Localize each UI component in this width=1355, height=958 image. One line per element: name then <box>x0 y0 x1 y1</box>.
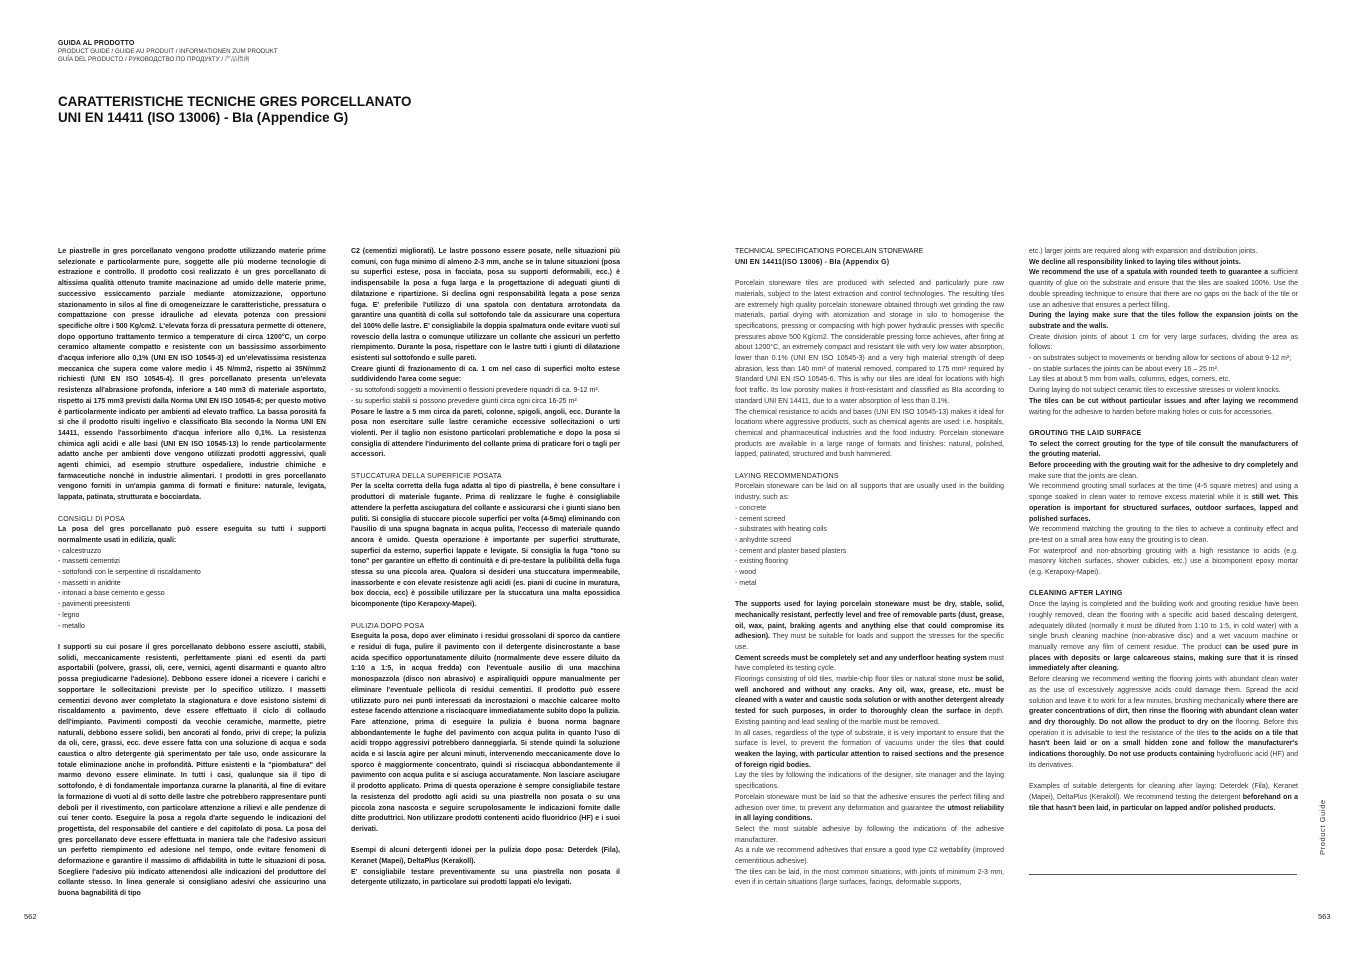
list-item: - legno <box>58 611 80 619</box>
italian-grouting-text: Per la scelta corretta della fuga adatta al tipo di piastrella, è bene consultare i produttori di materiale fugante. Prima di realizzare le fughe è consigliabile attendere la perfetta asciugatura del collante e assicurarsi che i giunti siano ben puliti. Si consiglia di stuccare piccole superfici per volta (4-5mq) eliminando con l'ausilio di una spugna bagnata in acqua pulita, l'eccesso di materiale quando ancora è umido. Questa operazione è importante per superfici strutturate, superfici da esterno, superfici lappate e levigate. Si consiglia la fuga "tono su tono" per garantire un effetto di continuità e di pre-testare la pulibilità della fuga stessa su una piccola area. Qualora si desideri una stuccatura impermeabile, inassorbente e con elevate resistenze agli acidi (es. piani di cucine in muratura, box doccia, ecc) è possibile utilizzare per la stuccatura una malta epossidica bicomponente (tipo Kerapoxy-Mapei). <box>351 483 620 609</box>
list-item: - concrete <box>735 504 767 512</box>
right-page <box>678 0 1355 958</box>
english-laying-heading: LAYING RECOMMENDATIONS <box>735 472 839 480</box>
english-grouting-match: We recommend matching the grouting to the tiles to achieve a continuity effect and pre-test on a small area how easy the grouting is to clean. <box>1029 526 1298 544</box>
guide-header <box>58 39 458 64</box>
english-before-bold: where there are greater concentrations of dirt, then rinse the flooring with abundant clean water and dry thoroughly. Do not allow the product to dry on the <box>1029 697 1298 726</box>
list-item: - su superfici stabili si possono prevedere giunti circa ogni circa 16-25 m² <box>351 397 577 405</box>
english-laying-intro: Porcelain stoneware can be laid on all supports that are usually used in the building industry, such as: <box>735 483 1004 502</box>
list-item: - existing flooring <box>735 558 788 566</box>
english-examples-bold: beforehand on a tile that hasn't been laid, in particular on lapped and/or polished products. <box>1029 793 1298 812</box>
english-examples-light: Examples of suitable detergents for cleaning after laying: Deterdek (Fila), Keranet (Mapei), DeltaPlus (Kerakoll). We recommend testing the detergent <box>1029 783 1298 801</box>
english-lay: Lay tiles at about 5 mm from walls, columns, edges, corners, etc. <box>1029 376 1231 384</box>
guide-title: GUIDA AL PRODOTTO <box>58 40 135 47</box>
english-grouting-small-bold: still wet. This operation is important for structured surfaces, outdoor surfaces, lapped and polished surfaces. <box>1029 494 1298 523</box>
italian-supports-list <box>58 547 326 633</box>
english-before-end: hydrofluoric acid (HF) and its derivatives. <box>1029 751 1299 769</box>
english-floorings-end: depth. Existing painting and lead sealing of the marble must be removed. <box>735 708 1004 726</box>
english-select: Select the most suitable adhesive by following the indications of the adhesive manufacturer. <box>735 825 1004 844</box>
english-intro: Porcelain stoneware tiles are produced with selected and particularly pure raw materials, subject to the latest extraction and control technologies. The resulting tiles are extremely high quality porcelain stoneware obtained through wet grinding the raw materials, partial drying with atomization and storage in silo to homogenise the specifications, pressing or compacting with high power hydraulic presses with specific pressures above 500 Kg/cm2. The considerable pressing force achieves, after firing at about 1200°C, an extremely compact and resistant tile with very low water absorption, lower than 0.1% (UNI EN ISO 10545-3) and a very high material strength of deep abrasion, less than 140 mm³ of material removed, compared to 175 mm³ required by Standard UNI EN ISO 10545-6. This is why our tiles are ideal for locations with high foot traffic. Its low porosity makes it frost-resistant and classified as BIa according to standard UNI EN 14411, due to a water absorption of less than 0.1%. <box>735 280 1004 405</box>
list-item: - cement and plaster based plasters <box>735 547 847 555</box>
english-supports-light: They must be suitable for loads and support the stresses for the specific use. <box>735 633 1004 651</box>
english-grouting-before-light: make sure that the joints are clean. <box>1029 472 1138 480</box>
english-column-1 <box>735 247 1004 889</box>
english-cleaning-light: Once the laying is completed and the building work and grouting residue have been roughly removed, clean the flooring with a specific acid based descaling detergent, adequately diluted (normally it must be diluted from 1:10 to 1:5, in cold water) with a single brush cleaning machine (non-abrasive disc) and a wet vacuum machine or manually remove any film of cement residue. The product <box>1029 601 1298 651</box>
italian-laying-heading: CONSIGLI DI POSA <box>58 515 125 523</box>
list-item: - metallo <box>58 622 85 630</box>
english-division: Create division joints of about 1 cm for very large surfaces, dividing the area as follows: <box>1029 333 1298 352</box>
english-during: During laying do not subject ceramic tiles to excessive stresses or violent knocks. <box>1029 387 1281 395</box>
page-number-right: 563 <box>1318 912 1331 921</box>
english-chemical: The chemical resistance to acids and bases (UNI EN ISO 10545-13) makes it ideal for locations where aggressive products, such as chemical agents are used: i.e. hospitals, chemical and pharmaceutical industries and the food industry. Porcelain stoneware products are available in a large range of formats and finishes: natural, polished, lapped, patinated, structured and bush hammered. <box>735 408 1004 459</box>
english-spatula-bold: We recommend the use of a spatula with rounded teeth to guarantee a <box>1029 269 1269 277</box>
italian-cleaning-examples: Esempi di alcuni detergenti idonei per la pulizia dopo posa: Deterdek (Fila), Keranet (Mapei), DeltaPlus (Kerakoll). <box>351 847 620 866</box>
list-item: - substrates with heating coils <box>735 526 827 534</box>
italian-cleaning-text: Eseguita la posa, dopo aver eliminato i residui grossolani di sporco da cantiere e residui di fuga, pulire il pavimento con il detergente disincrostante a base acida specifico opportunatamente diluito (normalmente deve essere diluito da 1:10 a 1:5, in acqua fredda) con l'eventuale ausilio di una macchina monospazzola (disco non abrasivo) e aspiraliquidi oppure manualmente per eliminare l'eventuale pellicola di residui cementizi. Il prodotto può essere utilizzato puro nei punti interessati da incrostazioni o macchie calcaree molto estese facendo attenzione a risciacquare immediatamente subito dopo la pulizia. Fare attenzione, prima di eseguire la pulizia è buona norma bagnare abbondantemente le fughe del pavimento con acqua pulita in quanto l'uso di acidi troppo aggressivi potrebbero danneggiarla. Si stende quindi la soluzione acida e si lascia agire per alcuni minuti, intervenendo meccanicamente dove lo sporco è maggiormente concentrato, quindi si risciacqua abbondantemente il pavimento con acqua pulita e si asciuga accuratamente. Non lasciare asciugare il prodotto applicato. Prima di questa operazione è sempre consigliabile testare la resistenza del prodotto agli acidi su una piastrella non posata o su una piccola zona nascosta e seguire scrupolosamente le indicazioni fornite dalle ditte produttrici. Non utilizzare prodotti contenenti acido fluoridrico (HF) e i suoi derivati. <box>351 633 620 833</box>
english-supports-list <box>735 504 1004 590</box>
english-floorings-bold: be solid, well anchored and without any cracks. Any oil, wax, grease, etc. must be cleaned with a water and caustic soda solution or with another detergent already tested for such purposes, in order to thoroughly clean the surface in <box>735 676 1004 716</box>
page-title-line-1: CARATTERISTICHE TECNICHE GRES PORCELLANATO <box>58 94 412 109</box>
italian-cleaning-advice: E' consigliabile testare preventivamente su una piastrella non posata il detergente utilizzato, in particolare sui prodotti lappati e/o levigati. <box>351 868 620 887</box>
list-item: - sottofondi con le serpentine di riscaldamento <box>58 569 201 577</box>
italian-intro: Le piastrelle in gres porcellanato vengono prodotte utilizzando materie prime selezionate e particolarmente pure, soggette alle più moderne tecnologie di estrazione e controllo. Il prodotto così realizzato è un gres porcellanato di altissima qualità ottenuto tramite macinazione ad umido delle materie prime, successivo essiccamento parziale mediante atomizzazione, opportuno stazionamento in silos al fine di omogeneizzare le caratteristiche, pressatura o compattazione con presse idrauliche ad elevata potenza con pressioni specifiche oltre i 500 Kg/cm2. L'elevata forza di pressatura permette di ottenere, dopo opportuno trattamento termico a temperature di circa 1200°C, un corpo ceramico altamente compatto e resistente con un bassissimo assorbimento d'acqua inferiore allo 0,1% (UNI EN ISO 10545-3) ed un'elevatissima resistenza meccanica che supera come valore medio i 45 N/mm2, rispetto ai 35N/mm2 richiesti (UNI EN ISO 10545-4). Il gres porcellanato presenta un'elevata resistenza all'abrasione profonda, inferiore a 140 mm3 di materiale asportato, rispetto ai 175 mm3 previsti dalla Norma UNI EN ISO 10545-6; per questo motivo è particolarmente indicato per ambienti ad elevato traffico. La bassa porosità fa sì che il prodotto risulti ingelivo e classificato BIa secondo la Norma UNI EN 14411, essendo l'assorbimento d'acqua inferiore allo 0,1%. La resistenza chimica agli acidi e alle basi (UNI EN ISO 10545-13) lo rende particolarmente adatto anche per ambienti dove vengono utilizzati prodotti aggressivi, quali agenti chimici, ad esempio strutture ospedaliere, industrie chimiche e farmaceutiche nonché in industrie alimentari. I prodotti in gres porcellanato vengono forniti in un'ampia gamma di formati e finiture: naturale, levigata, lappata, patinata, strutturata e bocciardata. <box>58 248 326 502</box>
english-screeds-light: must have completed its testing cycle. <box>735 654 1004 673</box>
english-cut-bold: The tiles can be cut without particular issues and after laying we recommend <box>1029 397 1298 405</box>
italian-col2-text-2: Creare giunti di frazionamento di ca. 1 cm nel caso di superfici molto estese suddividendo l'area come segue: <box>351 365 620 384</box>
italian-column-1 <box>58 247 326 900</box>
english-before-bold-2: to the acids on a tile that hasn't been laid or on a small hidden zone and follow the manufacturer's indications thoroughly. Do not use products containing <box>1029 729 1298 759</box>
english-screeds-bold: Cement screeds must be completely set and any underfloor heating system <box>735 654 987 662</box>
english-column-2 <box>1029 247 1298 814</box>
english-grouting-waterproof: For waterproof and non-absorbing grouting with a high resistance to acids (e.g. masonry kitchen surfaces, shower cubicles, etc.) use a bicomponent epoxy mortar (e.g. Kerapoxy-Mapei). <box>1029 547 1298 577</box>
list-item: - su sottofondi soggetti a movimenti o flessioni prevedere riquadri di ca. 9-12 m². <box>351 387 600 395</box>
english-heading-1: TECHNICAL SPECIFICATIONS PORCELAIN STONEWARE <box>735 248 924 255</box>
list-item: - wood <box>735 569 757 577</box>
english-before-light-2: flooring. Before this operation it is advisable to test the resistance of the tiles <box>1029 718 1298 737</box>
list-item: - cement screed <box>735 515 786 523</box>
italian-supports-text: I supporti su cui posare il gres porcellanato debbono essere asciutti, stabili, solidi, meccanicamente resistenti, perfettamente piani ed esenti da parti asportabili (polvere, grassi, oli, cere, vernici, agenti disarmanti e quanto altro possa pregiudicarne l'adesione). Debbono essere idonei a ricevere i carichi e sopportare le sollecitazioni previste per lo specifico utilizzo. I massetti cementizi devono aver completato la stagionatura e dove esistono sistemi di riscaldamento a pavimento, deve essere effettuato il ciclo di collaudo dell'impianto. Pavimenti composti da vecchie ceramiche, marmette, pietre naturali, debbono essere solidi, ben ancorati al fondo, privi di crepe; la pulizia da oli, cere, grassi, ecc. deve essere fatta con una soluzione di acqua e soda caustica o altro detergente già sperimentato per tale uso, onde assicurare la totale eliminazione anche in profondità. Pitture esistenti e la "piombatura" del marmo devono essere eliminate. In tutti i casi, qualunque sia il tipo di sottofondo, è di fondamentale importanza curarne la planarità, al fine di evitare la formazione di vuoti al di sotto delle lastre che potrebbero rappresentare punti deboli per il rivestimento, con particolare attenzione a rilievi e alle pendenze di cui tener conto. Eseguire la posa a regola d'arte seguendo le indicazioni del progettista, del responsabile del cantiere e del capitolato di posa. La posa del gres porcellanato deve essere effettuata in maniera tale che l'adesivo assicuri un perfetto riempimento ed adesione nel tempo, onde evitare fenomeni di deformazione e garantire il massimo di affidabilità in tutte le situazioni di posa. Scegliere l'adesivo più indicato attenendosi alle indicazioni del produttore del collante stesso. In linea generale si consigliano adesivi che assicurino una buona bagnabilità di tipo <box>58 643 326 898</box>
italian-col2-text-3: Posare le lastre a 5 mm circa da pareti, colonne, spigoli, angoli, ecc. Durante la posa non esercitare sulle lastre ceramiche eccessive sollecitazioni o urti violenti. Per il taglio non esistono particolari problematiche e dopo la posa si consiglia di attendere l'indurimento del collante prima di praticare fori o tagli per accessori. <box>351 408 620 459</box>
english-joints-continued: etc.) larger joints are required along with expansion and distribution joints. <box>1029 248 1258 255</box>
italian-grouting-heading: STUCCATURA DELLA SUPERFICIE POSATA <box>351 472 502 480</box>
english-floorings-light: Floorings consisting of old tiles, marble-chip floor tiles or natural stone must <box>735 676 973 684</box>
italian-col2-text-1: C2 (cementizi migliorati). Le lastre possono essere posate, nelle situazioni più comuni, con fuga minimo di almeno 2-3 mm, anche se in talune situazioni (posa su superfici estese, posa in facciata, posa su supporti deformabili, ecc.) è indispensabile la posa a fuga larga e la progettazione di adeguati giunti di dilatazione e ripartizione. Si declina ogni responsabilità legata a pose senza fuga. E' preferibile l'utilizzo di una spatola con dentatura arrotondata da garantire una quantità di colla sul sottofondo tale da assicurare una copertura del 100% delle lastre. E' consigliabile la doppia spalmatura onde evitare vuoti sul rovescio della lastra o comunque utilizzare un collante che assicuri un perfetto riempimento. Durante la posa, rispettare con le lastre tutti i giunti di dilatazione esistenti sul sottofondo e sulle pareti. <box>351 248 620 363</box>
english-joints-list <box>1029 354 1298 375</box>
side-label: Product Guide <box>1318 799 1327 855</box>
english-supports-bold: The supports used for laying porcelain stoneware must be dry, stable, solid, mechanically resistant, perfectly level and free of removable parts (dust, grease, oil, wax, paint, braking agents and anything else that could compromise its adhesion). <box>735 601 1004 641</box>
english-grouting-small-light: We recommend grouting small surfaces at the time (4-5 square metres) and using a sponge soaked in clean water to remove excess material while it is <box>1029 483 1298 502</box>
english-heading-2: UNI EN 14411(ISO 13006) - BIa (Appendix G) <box>735 258 890 266</box>
english-all-cases-bold: that could weaken the laying, with particular attention to raised sections and the presence of foreign rigid bodies. <box>735 740 1004 769</box>
list-item: - on substrates subject to movements or bending allow for sections of about 9-12 m²; <box>1029 355 1292 363</box>
divider-line <box>1029 874 1297 875</box>
english-lay-tiles: Lay the tiles by following the indications of the designer, site manager and the laying specifications. <box>735 772 1004 791</box>
list-item: - anhydrite screed <box>735 536 792 544</box>
english-before-light: Before cleaning we recommend wetting the flooring joints with abundant clean water as the use of excessively aggressive acids could damage them. Spread the acid solution and leave it to work for a few minutes, brushing mechanically <box>1029 676 1298 705</box>
list-item: - on stable surfaces the joints can be about every 16 – 25 m². <box>1029 365 1219 373</box>
list-item: - intonaci a base cemento e gesso <box>58 590 165 598</box>
english-grouting-bold: To select the correct grouting for the type of tile consult the manufacturers of the grouting material. <box>1029 440 1298 459</box>
english-adhesive-bold: utmost reliability in all laying conditions. <box>735 804 1005 823</box>
english-laying-bold: During the laying make sure that the tiles follow the expansion joints on the substrate and the walls. <box>1029 312 1298 330</box>
italian-cleaning-heading: PULIZIA DOPO POSA <box>351 622 425 630</box>
left-page <box>0 0 677 958</box>
list-item: - pavimenti preesistenti <box>58 601 130 609</box>
guide-translations-2: GUÍA DEL PRODUCTO / РУКОВОДСТВО ПО ПРОДУКТУ / 产品指南 <box>58 56 250 63</box>
page-title-line-2: UNI EN 14411 (ISO 13006) - BIa (Appendice G) <box>58 109 349 125</box>
italian-joints-list <box>351 386 620 407</box>
list-item: - metal <box>735 579 757 587</box>
english-joints: The tiles can be laid, in the most common situations, with joints of minimum 2-3 mm, even if in certain situations (large surfaces, facings, deformable supports, <box>735 868 1004 887</box>
italian-column-2 <box>351 247 620 889</box>
list-item: - massetti in anidrite <box>58 579 121 587</box>
english-cleaning-heading: CLEANING AFTER LAYING <box>1029 590 1123 598</box>
guide-translations-1: PRODUCT GUIDE / GUIDE AU PRODUIT / INFORMATIONEN ZUM PRODUKT <box>58 48 278 55</box>
italian-laying-intro: La posa del gres porcellanato può essere eseguita su tutti i supporti normalmente usati in edilizia, quali: <box>58 526 326 544</box>
english-all-cases-light: In all cases, regardless of the type of substrate, it is very important to ensure that the surface is level, to prevent the formation of vacuums under the tiles <box>735 729 1004 748</box>
english-cut-light: waiting for the adhesive to harden before making holes or cuts for accessories. <box>1029 408 1273 416</box>
english-recommend: As a rule we recommend adhesives that ensure a good type C2 wettability (improved cementitious adhesive). <box>735 847 1004 866</box>
english-grouting-heading: GROUTING THE LAID SURFACE <box>1029 429 1142 437</box>
english-grouting-before-bold: Before proceeding with the grouting wait for the adhesive to dry completely and <box>1029 462 1298 470</box>
list-item: - massetti cementizi <box>58 558 120 566</box>
english-decline: We decline all responsibility linked to laying tiles without joints. <box>1029 258 1241 266</box>
list-item: - calcestruzzo <box>58 547 102 555</box>
english-cleaning-bold: can be used pure in places with deposits or large calcareous stains, making sure that it is rinsed immediately after cleaning. <box>1029 643 1298 673</box>
english-spatula-light: sufficient quantity of glue on the substrate and ensure that the tiles are soaked 100%. Use the double spreading technique to ensure that there are no gaps on the back of the tile or use an adhesive that ensures a perfect filling. <box>1029 269 1298 309</box>
page-title <box>58 94 618 125</box>
page-number-left: 562 <box>24 912 37 921</box>
english-adhesive-light: Porcelain stoneware must be laid so that the adhesive ensures the perfect filling and adhesion over time, to prevent any deformation and guarantee the <box>735 793 1004 812</box>
